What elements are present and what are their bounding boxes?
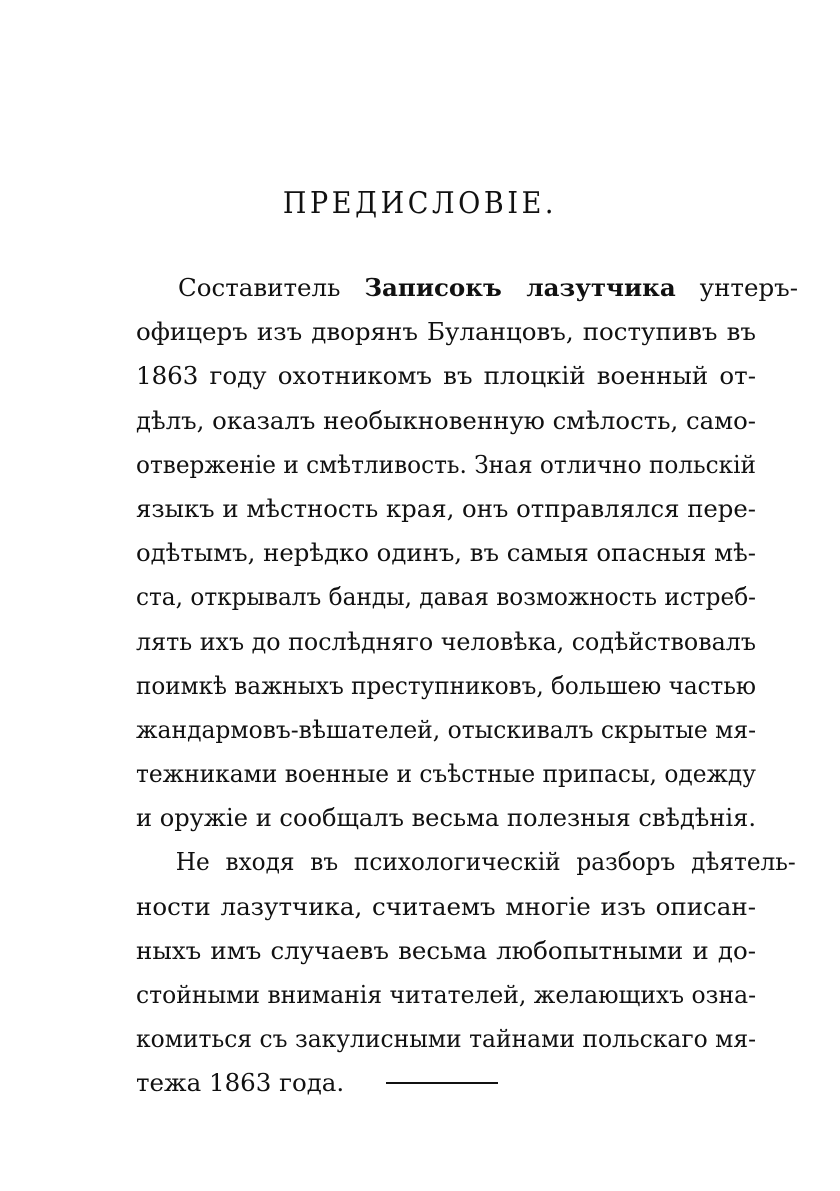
paragraph-1-line: отверженіе и смѣтливость. Зная отлично польскій [136,449,756,479]
text-segment: унтеръ- [675,273,798,302]
paragraph-2-line: ныхъ имъ случаевъ весьма любопытными и до- [136,935,756,965]
text-segment: Составитель [177,273,365,302]
paragraph-1-line: ста, открывалъ банды, давая возможность истреб- [136,582,756,612]
body-text [136,266,798,1106]
paragraph-2-line: ности лазутчика, считаемъ многіе изъ описан- [136,891,756,921]
paragraph-2-line: тежа 1863 года. [136,1068,345,1098]
paragraph-1-line: дѣлъ, оказалъ необыкновенную смѣлость, само- [136,405,756,435]
end-rule [386,1082,498,1084]
paragraph-2-line: комиться съ закулисными тайнами польскаго мя- [136,1024,756,1054]
paragraph-1-line: лять ихъ до послѣдняго человѣка, содѣйствовалъ [136,626,756,656]
paragraph-1-line: языкъ и мѣстность края, онъ отправлялся пере- [136,493,756,523]
paragraph-1-line: офицеръ изъ дворянъ Буланцовъ, поступивъ въ [136,317,756,347]
book-title-bold: Записокъ лазутчика [364,273,676,302]
paragraph-1-line: жандармовъ-вѣшателей, отыскивалъ скрытые мя- [136,714,756,744]
paragraph-2-line: Не входя въ психологическій разборъ дѣятель- [175,847,796,877]
paragraph-1-line: и оружіе и сообщалъ весьма полезныя свѣдѣнія. [136,803,756,833]
paragraph-1-line [136,266,798,310]
page-title: ПРЕДИСЛОВІЕ. [282,186,558,221]
paragraph-1-line: одѣтымъ, нерѣдко одинъ, въ самыя опасныя мѣ- [136,538,756,568]
paragraph-1-line: поимкѣ важныхъ преступниковъ, большею частью [136,670,756,700]
paragraph-1-line: тежниками военные и съѣстные припасы, одежду [136,759,756,789]
paragraph-1-line: 1863 году охотникомъ въ плоцкій военный от- [136,361,756,391]
paragraph-2-line: стойными вниманія читателей, желающихъ озна- [136,980,756,1009]
